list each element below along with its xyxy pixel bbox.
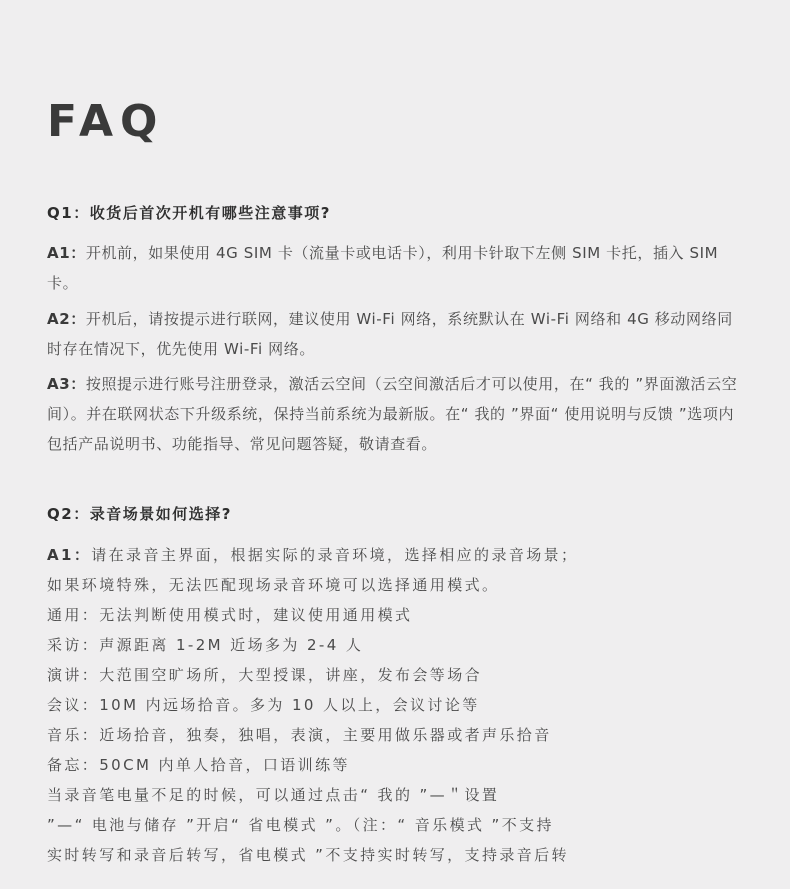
- answer-2-block: [47, 540, 747, 870]
- answer-line: [47, 540, 747, 570]
- answer-line: 音乐：近场拾音，独奏，独唱，表演，主要用做乐器或者声乐拾音: [47, 726, 552, 744]
- answer-line: 演讲：大范围空旷场所，大型授课，讲座，发布会等场合: [47, 666, 483, 684]
- answer-text: 开机前，如果使用 4G SIM 卡（流量卡或电话卡），利用卡针取下左侧 SIM 卡托，插入 SIM 卡。: [47, 244, 719, 292]
- question-2: Q2：录音场景如何选择?: [47, 505, 232, 523]
- answer-label: A1：: [47, 244, 86, 262]
- answer-line: 实时转写和录音后转写，省电模式 ”不支持实时转写，支持录音后转: [47, 846, 569, 864]
- question-1: Q1：收货后首次开机有哪些注意事项?: [47, 204, 331, 222]
- answer-line: 如果环境特殊，无法匹配现场录音环境可以选择通用模式。: [47, 576, 500, 594]
- answer-text: 请在录音主界面，根据实际的录音环境，选择相应的录音场景；: [91, 546, 579, 564]
- answer-line: ”—“ 电池与储存 ”开启“ 省电模式 ”。（注：“ 音乐模式 ”不支持: [47, 816, 554, 834]
- answer-line: 备忘：50CM 内单人拾音，口语训练等: [47, 756, 350, 774]
- answer-label: A3：: [47, 375, 86, 393]
- answer-text: 按照提示进行账号注册登录，激活云空间（云空间激活后才可以使用，在“ 我的 ”界面激活云空间）。并在联网状态下升级系统，保持当前系统为最新版。在“ 我的 ”界面“ 使用说明与反馈 ”选项内包括产品说明书、功能指导、常见问题答疑，敬请查看。: [47, 375, 738, 453]
- answer-1-1: [47, 238, 747, 298]
- answer-line: 采访：声源距离 1-2M 近场多为 2-4 人: [47, 636, 364, 654]
- answer-line: 当录音笔电量不足的时候，可以通过点击“ 我的 ”—＂设置: [47, 786, 500, 804]
- answer-line: 通用：无法判断使用模式时，建议使用通用模式: [47, 606, 413, 624]
- answer-line: 会议：10M 内远场拾音。多为 10 人以上，会议讨论等: [47, 696, 480, 714]
- page-title: FAQ: [47, 96, 165, 147]
- answer-1-2: [47, 304, 747, 364]
- answer-label: A2：: [47, 310, 86, 328]
- answer-label: A1：: [47, 546, 92, 564]
- answer-text: 开机后，请按提示进行联网，建议使用 Wi-Fi 网络，系统默认在 Wi-Fi 网络和 4G 移动网络同时存在情况下，优先使用 Wi-Fi 网络。: [47, 310, 733, 358]
- answer-1-3: [47, 369, 747, 459]
